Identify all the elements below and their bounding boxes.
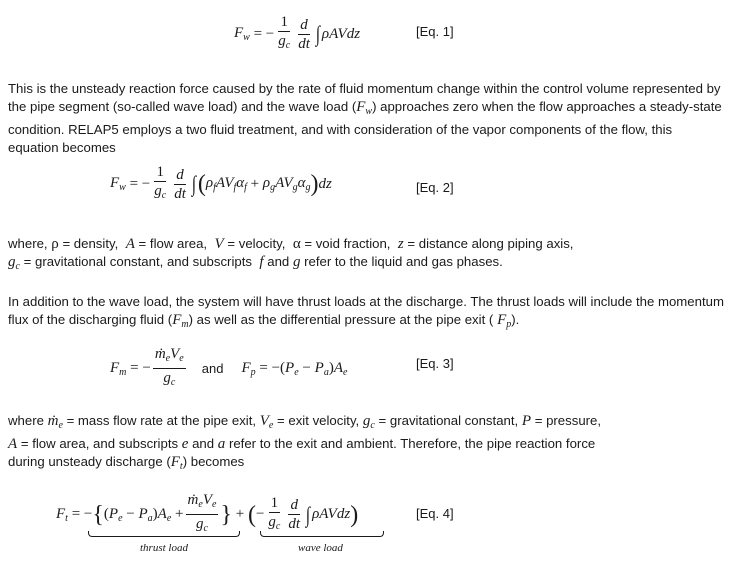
wave-load-brace xyxy=(260,531,384,537)
equation-2-tag: [Eq. 2] xyxy=(416,180,454,195)
wave-load-label: wave load xyxy=(298,542,343,554)
paragraph-wave-load: This is the unsteady reaction force caused by the rate of fluid momentum change within the control volume represented by the pipe segment (so-called wave load) and the wave load $(F_w)$ approaches zero when the flow approaches a steady-state condition. RELAP5 employs a two fluid treatment, and with consideration of the vapor components of the flow, this equation becomes xyxy=(8,81,722,155)
paragraph-thrust-loads: In addition to the wave load, the system will have thrust loads at the discharge. The thrust loads will include the momentum flux of the discharging fluid $(F_m)$ as well as the differential pressure at the pipe exit ( $F_p$). xyxy=(8,294,724,330)
equation-1-tag: [Eq. 1] xyxy=(416,24,454,39)
equation-2: $F_w$ = − $\frac{1}{g_c}$ $\frac{d}{dt}$ ∫ ( $\rho_fAV_f\alpha_f$ + $\rho_gAV_g\alpha_g$ ) dz xyxy=(110,164,332,202)
equation-4: $F_t$ = − { ( $P_e$ − $P_a$ ) $A_e$ + $\frac{ṁ_eV_e}{g_c}$ } + ( − $\frac{1}{g_c}$ $\frac{d}{dt}$ ∫ ρAVdz ) xyxy=(56,492,359,534)
equation-3: $F_m$ = − $\frac{ṁ_eV_e}{g_c}$ and $F_p$ = − ( $P_e$ − $P_a$ ) $A_e$ xyxy=(110,346,348,388)
thrust-load-label: thrust load xyxy=(140,542,188,554)
thrust-load-brace xyxy=(88,531,240,537)
paragraph-definitions-1: where, ρ = density, A = flow area, V = velocity, α = void fraction, z = distance along piping axis, $g_c$ = gravitational constant, and subscripts f and g refer to the liquid and gas phases. xyxy=(8,236,574,272)
equation-1: $F_w$ = − $\frac{1}{g_c}$ $\frac{d}{dt}$ ∫ ρAVdz xyxy=(234,14,361,52)
paragraph-definitions-2: where ṁ$_e$ = mass flow rate at the pipe exit, $V_e$ = exit velocity, $g_c$ = gravitational constant, P = pressure, A = flow area, and subscripts e and a refer to the exit and ambient. Therefore, the pipe reaction force during unsteady discharge $(F_t)$ becomes xyxy=(8,413,602,472)
equation-4-tag: [Eq. 4] xyxy=(416,506,454,521)
equation-3-tag: [Eq. 3] xyxy=(416,356,454,371)
